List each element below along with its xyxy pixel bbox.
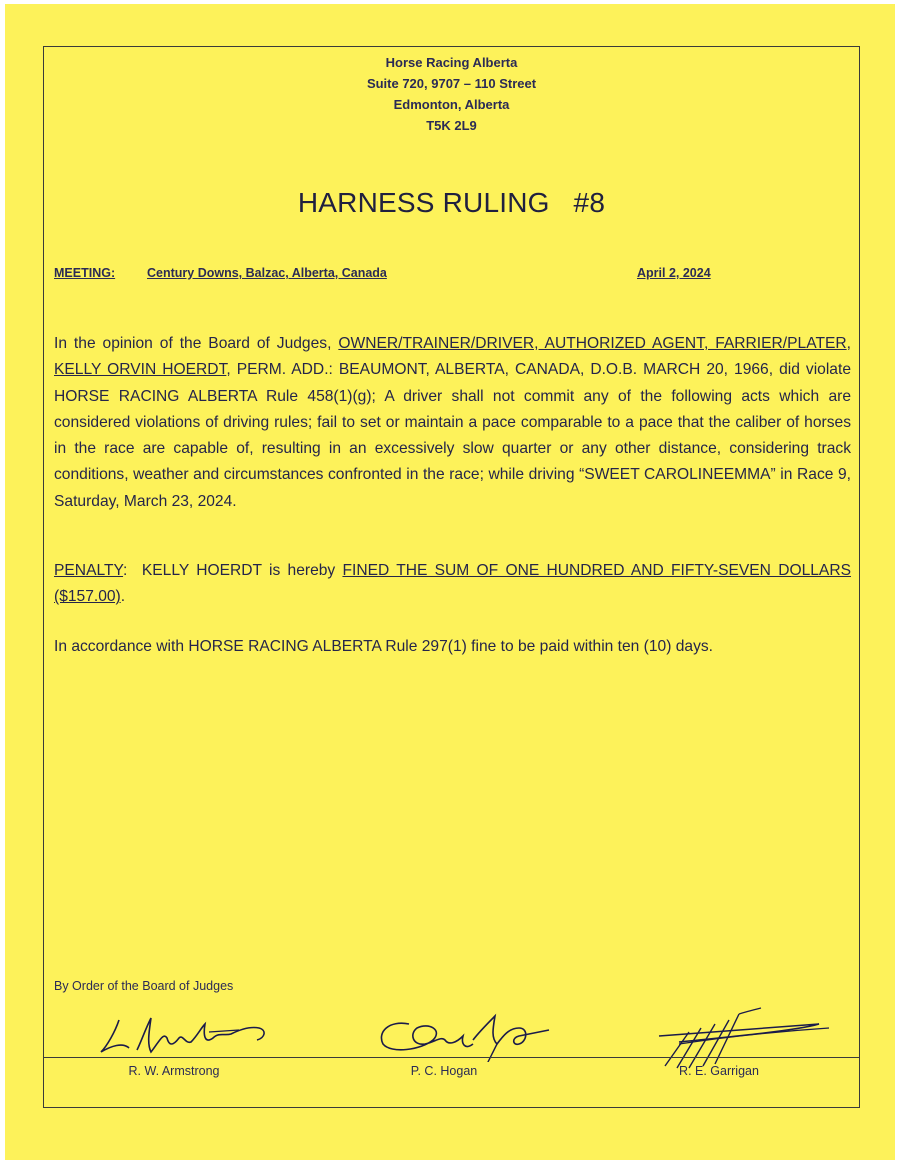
letterhead <box>44 52 859 136</box>
signature-line <box>44 1057 859 1058</box>
org-name: Horse Racing Alberta <box>385 55 518 70</box>
penalty-end: . <box>120 588 126 606</box>
separator-text: , <box>846 335 851 352</box>
penalty-paragraph <box>54 558 851 611</box>
penalty-intro: : KELLY HOERDT is hereby <box>123 562 343 579</box>
judge-name-hogan: P. C. Hogan <box>410 1064 478 1078</box>
ruling-paragraph <box>54 331 851 515</box>
signature-armstrong-icon <box>89 1002 289 1062</box>
meeting-label: MEETING: <box>54 266 116 280</box>
document-frame <box>43 46 860 1108</box>
signature-hogan-icon <box>369 1002 559 1062</box>
judge-name-garrigan: R. E. Garrigan <box>679 1064 759 1078</box>
title-text: HARNESS RULING #8 <box>297 187 606 218</box>
intro-text: In the opinion of the Board of Judges, <box>54 335 339 352</box>
penalty-label: PENALTY <box>54 562 124 579</box>
ruling-document <box>5 4 895 1160</box>
violation-text: , PERM. ADD.: BEAUMONT, ALBERTA, CANADA, D.O.B. MARCH 20, 1966, did violate HORSE RACING ALBERTA Rule 458(1)(g); A driver shall not commit any of the following acts which are considered violations of driving rules; fail to set or maintain a pace comparable to a pace that the caliber of horses in the race are capable of, resulting in an excessively slow quarter or any other distance, considering track conditions, weather and circumstances confronted in the race; while driving “SWEET CAROLINEEMMA” in Race 9, Saturday, March 23, 2024. <box>54 361 851 510</box>
order-by: By Order of the Board of Judges <box>54 979 234 993</box>
address-line-1: Suite 720, 9707 – 110 Street <box>366 76 537 91</box>
licensee-name: KELLY ORVIN HOERDT <box>54 361 227 379</box>
postal-code: T5K 2L9 <box>426 118 477 133</box>
page-title <box>44 187 859 219</box>
fine-amount: FINED THE SUM OF ONE HUNDRED AND FIFTY-SEVEN DOLLARS ($157.00) <box>54 562 851 606</box>
address-line-2: Edmonton, Alberta <box>393 97 510 112</box>
judge-name-armstrong: R. W. Armstrong <box>128 1064 220 1078</box>
payment-terms: In accordance with HORSE RACING ALBERTA Rule 297(1) fine to be paid within ten (10) days. <box>54 638 714 655</box>
ruling-date: April 2, 2024 <box>637 266 711 280</box>
meeting-venue: Century Downs, Balzac, Alberta, Canada <box>147 266 387 280</box>
licence-roles: OWNER/TRAINER/DRIVER, AUTHORIZED AGENT, FARRIER/PLATER <box>338 335 847 352</box>
